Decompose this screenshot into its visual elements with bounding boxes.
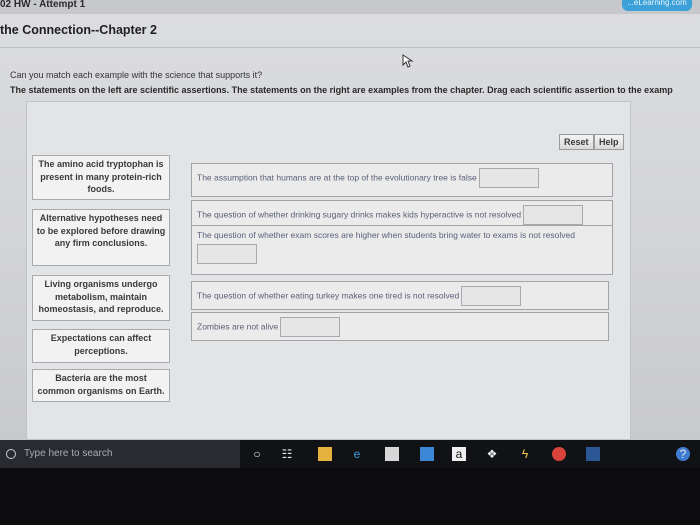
drop-zone[interactable] xyxy=(280,317,340,337)
attempt-title: 02 HW - Attempt 1 xyxy=(0,0,86,10)
task-view-icon[interactable]: ☷ xyxy=(281,447,293,461)
drop-zone[interactable] xyxy=(479,168,539,188)
example-drop-target[interactable] xyxy=(191,281,609,310)
example-text: Zombies are not alive xyxy=(197,321,279,332)
drop-zone[interactable] xyxy=(197,244,257,264)
assertion-card[interactable]: The amino acid tryptophan is present in many protein-rich foods. xyxy=(32,155,170,200)
help-button[interactable]: Help xyxy=(594,134,624,150)
assertion-card[interactable]: Bacteria are the most common organisms on Earth. xyxy=(32,369,170,402)
example-drop-target[interactable] xyxy=(191,163,613,197)
assertion-card[interactable]: Expectations can affect perceptions. xyxy=(32,329,170,363)
example-text: The question of whether exam scores are higher when students bring water to exams is not resolved xyxy=(197,230,575,240)
word-icon[interactable] xyxy=(586,447,600,461)
assertion-card[interactable]: Alternative hypotheses need to be explored before drawing any firm conclusions. xyxy=(32,209,170,266)
drop-zone[interactable] xyxy=(461,286,521,306)
example-drop-target[interactable] xyxy=(191,225,613,275)
mouse-cursor-icon xyxy=(402,54,414,68)
example-text: The assumption that humans are at the top of the evolutionary tree is false xyxy=(197,172,477,183)
dropbox-icon[interactable]: ❖ xyxy=(486,447,498,461)
taskbar-search[interactable] xyxy=(0,440,240,468)
bolt-icon[interactable]: ϟ xyxy=(521,447,529,461)
drop-zone[interactable] xyxy=(523,205,583,225)
amazon-icon[interactable]: a xyxy=(452,447,466,461)
edge-icon[interactable]: e xyxy=(353,447,361,461)
question-prompt: Can you match each example with the science that supports it? xyxy=(10,70,263,80)
example-drop-target[interactable] xyxy=(191,312,609,341)
mail-icon[interactable] xyxy=(420,447,434,461)
example-text: The question of whether eating turkey makes one tired is not resolved xyxy=(197,290,460,301)
page-title: the Connection--Chapter 2 xyxy=(0,23,157,37)
reset-button[interactable]: Reset xyxy=(559,134,594,150)
screen-bezel xyxy=(0,468,700,525)
file-explorer-icon[interactable] xyxy=(318,447,332,461)
chrome-icon[interactable] xyxy=(552,447,566,461)
site-badge: ...eLearning.com xyxy=(622,0,692,11)
search-icon xyxy=(6,449,16,459)
search-placeholder: Type here to search xyxy=(24,448,113,459)
question-instructions: The statements on the left are scientific assertions. The statements on the right are examples from the chapter. Drag each scientific assertion to the examp xyxy=(10,85,673,95)
divider xyxy=(0,47,700,48)
help-icon[interactable]: ? xyxy=(676,447,690,461)
store-icon[interactable] xyxy=(385,447,399,461)
assertion-card[interactable]: Living organisms undergo metabolism, maintain homeostasis, and reproduce. xyxy=(32,275,170,321)
windows-taskbar xyxy=(0,440,700,468)
cortana-icon[interactable]: ○ xyxy=(253,447,261,461)
example-text: The question of whether drinking sugary drinks makes kids hyperactive is not resolved xyxy=(197,209,522,220)
title-bar xyxy=(0,0,700,14)
example-drop-target[interactable] xyxy=(191,200,613,228)
